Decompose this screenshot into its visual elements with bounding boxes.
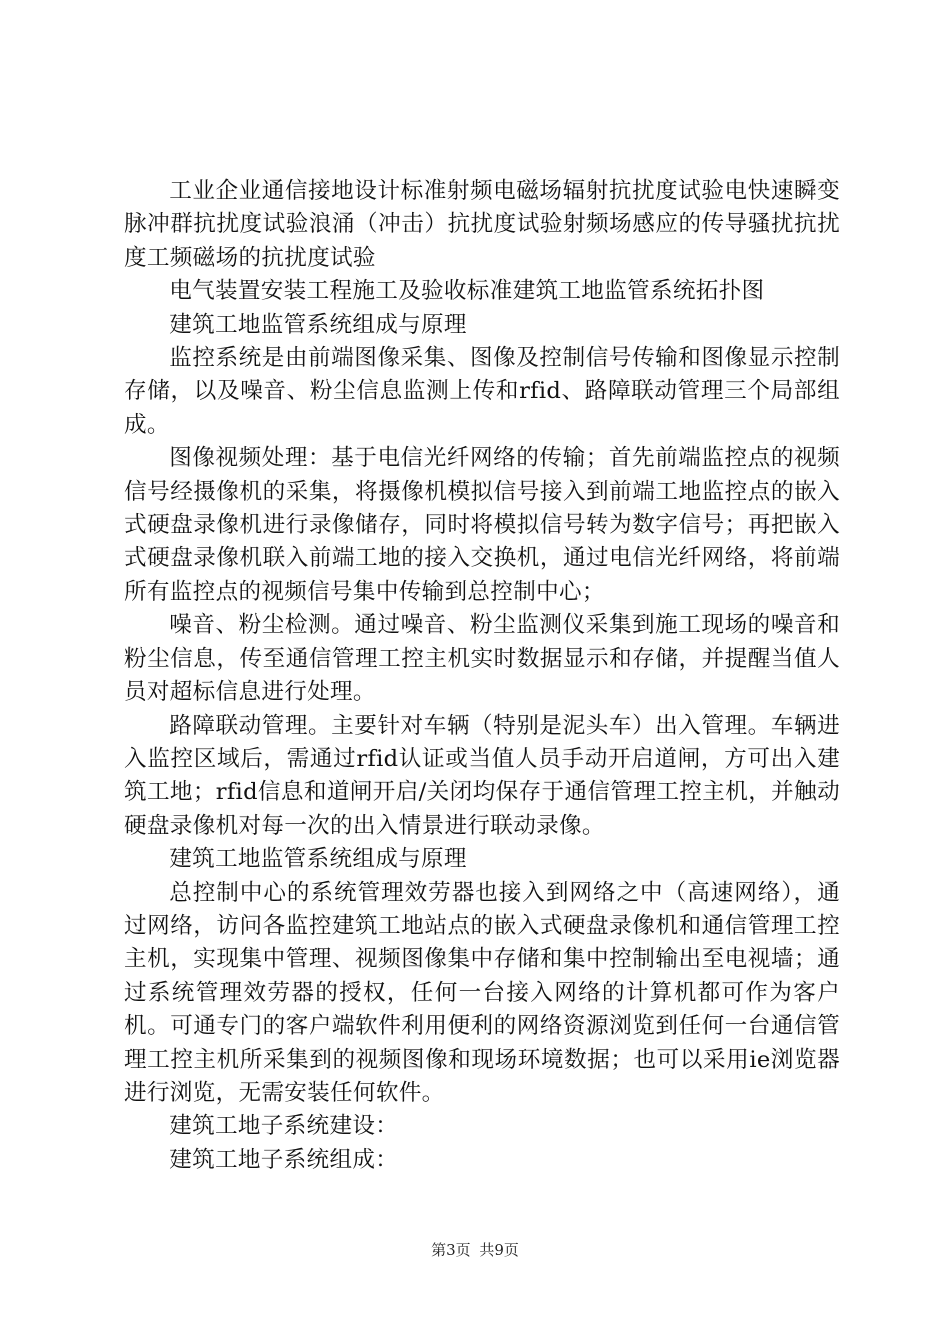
paragraph-barrier-linkage: 路障联动管理。主要针对车辆（特别是泥头车）出入管理。车辆进入监控区域后，需通过rfid认证或当值人员手动开启道闸，方可出入建筑工地；rfid信息和道闸开启/关闭均保存于通信管理工控主机，并触动硬盘录像机对每一次的出入情景进行联动录像。 — [124, 712, 840, 839]
document-body — [124, 175, 840, 1177]
paragraph-standards: 工业企业通信接地设计标准射频电磁场辐射抗扰度试验电快速瞬变脉冲群抗扰度试验浪涌（冲击）抗扰度试验射频场感应的传导骚扰抗扰度工频磁场的抗扰度试验 — [124, 178, 840, 271]
page-total: 共9页 — [479, 1241, 519, 1259]
paragraph-control-center: 总控制中心的系统管理效劳器也接入到网络之中（高速网络），通过网络，访问各监控建筑工地站点的嵌入式硬盘录像机和通信管理工控主机，实现集中管理、视频图像集中存储和集中控制输出至电视墙；通过系统管理效劳器的授权，任何一台接入网络的计算机都可作为客户机。可通专门的客户端软件利用便利的网络资源浏览到任何一台通信管理工控主机所采集到的视频图像和现场环境数据；也可以采用ie浏览器进行浏览，无需安装任何软件。 — [124, 879, 840, 1106]
paragraph-noise-dust: 噪音、粉尘检测。通过噪音、粉尘监测仪采集到施工现场的噪音和粉尘信息，传至通信管理工控主机实时数据显示和存储，并提醒当值人员对超标信息进行处理。 — [124, 612, 840, 706]
heading-composition-2: 建筑工地监管系统组成与原理 — [169, 846, 467, 873]
heading-subsystem-construction: 建筑工地子系统建设： — [169, 1113, 399, 1140]
paragraph-monitoring-system: 监控系统是由前端图像采集、图像及控制信号传输和图像显示控制存储，以及噪音、粉尘信息监测上传和rfid、路障联动管理三个局部组成。 — [124, 345, 840, 438]
paragraph-video-processing: 图像视频处理：基于电信光纤网络的传输；首先前端监控点的视频信号经摄像机的采集，将摄像机模拟信号接入到前端工地监控点的嵌入式硬盘录像机进行录像储存，同时将模拟信号转为数字信号；再把嵌入式硬盘录像机联入前端工地的接入交换机，通过电信光纤网络，将前端所有监控点的视频信号集中传输到总控制中心； — [124, 445, 840, 605]
page-number: 第3页 — [431, 1241, 471, 1259]
paragraph-topology: 电气装置安装工程施工及验收标准建筑工地监管系统拓扑图 — [169, 278, 765, 305]
heading-composition: 建筑工地监管系统组成与原理 — [169, 311, 467, 338]
page-footer — [0, 1240, 950, 1260]
heading-subsystem-composition: 建筑工地子系统组成： — [169, 1146, 399, 1173]
